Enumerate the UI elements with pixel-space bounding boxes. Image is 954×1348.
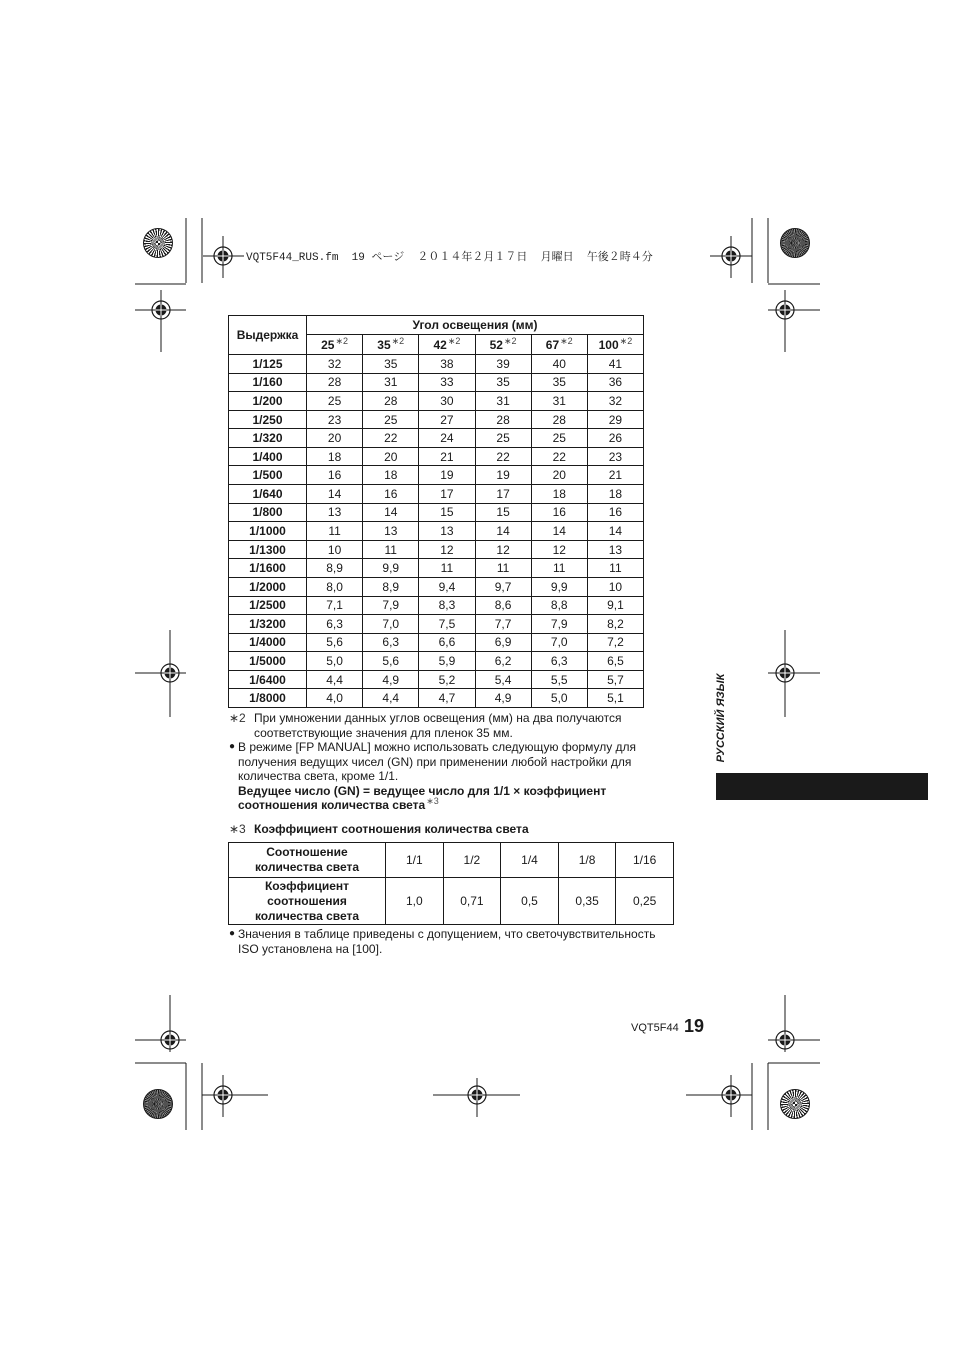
color-registration-star (780, 228, 810, 258)
guide-number-cell: 18 (532, 485, 587, 503)
guide-number-cell: 5,6 (307, 634, 362, 652)
registration-mark (135, 995, 186, 1052)
registration-mark (768, 995, 820, 1052)
guide-number-cell: 12 (476, 541, 531, 559)
guide-number-cell: 29 (588, 411, 643, 429)
guide-number-cell: 9,4 (419, 578, 474, 596)
guide-number-cell: 35 (363, 355, 418, 373)
guide-number-cell: 22 (476, 448, 531, 466)
guide-number-cell: 23 (588, 448, 643, 466)
footnote-ref: ∗2 (391, 335, 405, 346)
guide-number-cell: 36 (588, 374, 643, 392)
guide-number-cell: 6,9 (476, 634, 531, 652)
shutter-speed-cell: 1/1600 (229, 559, 306, 577)
illumination-angle-header: Угол освещения (мм) (307, 316, 643, 334)
guide-number-cell: 14 (476, 522, 531, 540)
guide-number-cell: 6,3 (532, 652, 587, 670)
text-line: Значения в таблице приведены с допущением, что светочувствительность (238, 927, 656, 941)
color-registration-star (143, 228, 173, 258)
guide-number-cell: 41 (588, 355, 643, 373)
guide-number-cell: 7,9 (363, 597, 418, 615)
footnote-ref: ∗3 (426, 796, 439, 807)
text-line: ISO установлена на [100]. (238, 941, 383, 956)
guide-number-cell: 18 (307, 448, 362, 466)
guide-number-cell: 5,1 (588, 689, 643, 707)
guide-number-cell: 5,7 (588, 671, 643, 689)
guide-number-cell: 10 (307, 541, 362, 559)
registration-mark (202, 1075, 268, 1117)
coefficient-cell: 0,35 (559, 878, 616, 924)
guide-number-cell: 4,4 (307, 671, 362, 689)
shutter-speed-cell: 1/500 (229, 466, 306, 484)
ratio-row-header (229, 843, 385, 877)
shutter-speed-cell: 1/8000 (229, 689, 306, 707)
guide-number-cell: 11 (419, 559, 474, 577)
ratio-cell: 1/8 (559, 843, 616, 877)
guide-number-cell: 4,9 (476, 689, 531, 707)
guide-number-cell: 4,4 (363, 689, 418, 707)
guide-number-cell: 5,0 (532, 689, 587, 707)
guide-number-cell: 19 (476, 466, 531, 484)
guide-number-table (228, 315, 644, 708)
guide-number-cell: 9,9 (532, 578, 587, 596)
shutter-speed-cell: 1/320 (229, 429, 306, 447)
guide-number-cell: 5,2 (419, 671, 474, 689)
guide-number-cell: 16 (532, 504, 587, 522)
angle-column-header (419, 335, 474, 354)
guide-number-cell: 9,9 (363, 559, 418, 577)
guide-number-cell: 8,0 (307, 578, 362, 596)
registration-mark (710, 236, 752, 278)
registration-mark (768, 290, 820, 352)
guide-number-cell: 14 (588, 522, 643, 540)
guide-number-cell: 23 (307, 411, 362, 429)
guide-number-cell: 27 (419, 411, 474, 429)
guide-number-cell: 5,9 (419, 652, 474, 670)
guide-number-cell: 30 (419, 392, 474, 410)
header-line: соотношения (267, 893, 347, 908)
text-line: В режиме [FP MANUAL] можно использовать следующую формулу для (238, 740, 637, 754)
guide-number-cell: 7,0 (532, 634, 587, 652)
guide-number-cell: 7,7 (476, 615, 531, 633)
guide-number-cell: 28 (532, 411, 587, 429)
guide-number-cell: 4,0 (307, 689, 362, 707)
angle-value: 25 (321, 337, 335, 352)
shutter-speed-cell: 1/125 (229, 355, 306, 373)
guide-number-cell: 9,1 (588, 597, 643, 615)
guide-number-cell: 25 (363, 411, 418, 429)
shutter-speed-cell: 1/640 (229, 485, 306, 503)
guide-number-cell: 16 (307, 466, 362, 484)
formula-line (238, 798, 636, 813)
coefficient-cell: 0,25 (616, 878, 673, 924)
guide-number-cell: 35 (532, 374, 587, 392)
guide-number-cell: 25 (476, 429, 531, 447)
guide-number-cell: 13 (588, 541, 643, 559)
header-line: Коэффициент (264, 878, 350, 893)
registration-mark (135, 290, 186, 352)
formula-text: соотношения количества света (238, 798, 426, 813)
registration-mark (433, 1078, 520, 1117)
angle-value: 67 (545, 337, 560, 352)
guide-number-cell: 21 (419, 448, 474, 466)
footnote-marker: ∗3 (229, 822, 246, 836)
shutter-speed-cell: 1/4000 (229, 634, 306, 652)
angle-column-header (532, 335, 587, 354)
coefficient-row-header (229, 878, 385, 924)
bullet-icon: ● (229, 741, 236, 752)
bullet-icon: ● (229, 928, 236, 939)
light-ratio-table (228, 842, 674, 925)
coefficient-cell: 0,71 (444, 878, 501, 924)
guide-number-cell: 6,6 (419, 634, 474, 652)
guide-number-cell: 5,6 (363, 652, 418, 670)
guide-number-cell: 7,2 (588, 634, 643, 652)
shutter-speed-cell: 1/1300 (229, 541, 306, 559)
print-file-info: VQT5F44_RUS.fm 19 ページ ２０１４年２月１７日 月曜日 午後２時４分 (246, 252, 653, 264)
guide-number-cell: 17 (419, 485, 474, 503)
guide-number-cell: 11 (307, 522, 362, 540)
text-line: При умножении данных углов освещения (мм) на два получаются (254, 711, 622, 725)
guide-number-cell: 13 (307, 504, 362, 522)
guide-number-cell: 26 (588, 429, 643, 447)
shutter-speed-cell: 1/2000 (229, 578, 306, 596)
guide-number-cell: 31 (532, 392, 587, 410)
guide-number-cell: 33 (419, 374, 474, 392)
ratio-cell: 1/1 (386, 843, 443, 877)
ratio-cell: 1/4 (501, 843, 558, 877)
shutter-speed-cell: 1/250 (229, 411, 306, 429)
guide-number-cell: 5,4 (476, 671, 531, 689)
guide-number-cell: 21 (588, 466, 643, 484)
footnote-ref: ∗2 (619, 335, 633, 346)
guide-number-cell: 13 (419, 522, 474, 540)
guide-number-cell: 17 (476, 485, 531, 503)
fp-manual-note (238, 740, 636, 813)
registration-mark (686, 1075, 752, 1117)
guide-number-cell: 11 (363, 541, 418, 559)
guide-number-cell: 7,1 (307, 597, 362, 615)
shutter-speed-cell: 1/2500 (229, 597, 306, 615)
guide-number-cell: 5,5 (532, 671, 587, 689)
guide-number-cell: 9,7 (476, 578, 531, 596)
guide-number-cell: 13 (363, 522, 418, 540)
guide-number-cell: 14 (363, 504, 418, 522)
guide-number-cell: 18 (588, 485, 643, 503)
footnote-ref: ∗2 (335, 335, 349, 346)
guide-number-cell: 11 (532, 559, 587, 577)
guide-number-cell: 38 (419, 355, 474, 373)
angle-value: 35 (377, 337, 391, 352)
footnote-ref: ∗2 (447, 335, 461, 346)
guide-number-cell: 6,2 (476, 652, 531, 670)
model-code: VQT5F44 (631, 1022, 679, 1034)
header-line: количества света (254, 860, 360, 874)
guide-number-cell: 20 (307, 429, 362, 447)
guide-number-cell: 6,3 (307, 615, 362, 633)
header-line: количества света (254, 908, 360, 923)
guide-number-cell: 14 (532, 522, 587, 540)
guide-number-cell: 10 (588, 578, 643, 596)
guide-number-cell: 19 (419, 466, 474, 484)
guide-number-cell: 15 (476, 504, 531, 522)
coefficient-cell: 1,0 (386, 878, 443, 924)
guide-number-cell: 22 (363, 429, 418, 447)
guide-number-cell: 24 (419, 429, 474, 447)
guide-number-cell: 32 (307, 355, 362, 373)
color-registration-star (780, 1089, 810, 1119)
guide-number-cell: 28 (476, 411, 531, 429)
guide-number-cell: 8,9 (307, 559, 362, 577)
shutter-speed-cell: 1/800 (229, 504, 306, 522)
guide-number-cell: 39 (476, 355, 531, 373)
guide-number-cell: 4,7 (419, 689, 474, 707)
guide-number-cell: 8,3 (419, 597, 474, 615)
guide-number-cell: 11 (476, 559, 531, 577)
guide-number-cell: 16 (588, 504, 643, 522)
ratio-cell: 1/2 (444, 843, 501, 877)
header-line: Соотношение (266, 845, 348, 859)
footnote-2-text (254, 711, 622, 740)
guide-number-cell: 7,0 (363, 615, 418, 633)
shutter-speed-cell: 1/160 (229, 374, 306, 392)
angle-column-header (307, 335, 362, 354)
angle-value: 52 (489, 337, 503, 352)
page-number: 19 (684, 1016, 705, 1036)
language-tab-bar (716, 773, 928, 800)
guide-number-cell: 28 (307, 374, 362, 392)
shutter-speed-cell: 1/1000 (229, 522, 306, 540)
text-line: соответствующие значения для пленок 35 мм. (254, 725, 513, 740)
guide-number-cell: 31 (363, 374, 418, 392)
guide-number-cell: 20 (532, 466, 587, 484)
language-tab-label: РУССКИЙ ЯЗЫК (715, 673, 727, 763)
guide-number-cell: 6,5 (588, 652, 643, 670)
guide-number-cell: 31 (476, 392, 531, 410)
coefficient-cell: 0,5 (501, 878, 558, 924)
angle-value: 42 (433, 337, 447, 352)
guide-number-cell: 28 (363, 392, 418, 410)
guide-number-cell: 18 (363, 466, 418, 484)
guide-number-cell: 35 (476, 374, 531, 392)
formula-line: Ведущее число (GN) = ведущее число для 1/1 × коэффициент (238, 783, 607, 798)
guide-number-cell: 7,9 (532, 615, 587, 633)
text-line: количества света, кроме 1/1. (238, 769, 399, 784)
registration-mark (768, 630, 820, 717)
guide-number-cell: 16 (363, 485, 418, 503)
guide-number-cell: 25 (532, 429, 587, 447)
registration-mark (203, 236, 244, 278)
guide-number-cell: 12 (419, 541, 474, 559)
guide-number-cell: 12 (532, 541, 587, 559)
guide-number-cell: 5,0 (307, 652, 362, 670)
guide-number-cell: 14 (307, 485, 362, 503)
shutter-speed-cell: 1/6400 (229, 671, 306, 689)
angle-column-header (476, 335, 531, 354)
guide-number-cell: 40 (532, 355, 587, 373)
guide-number-cell: 25 (307, 392, 362, 410)
guide-number-cell: 8,6 (476, 597, 531, 615)
guide-number-cell: 20 (363, 448, 418, 466)
shutter-speed-cell: 1/5000 (229, 652, 306, 670)
guide-number-cell: 11 (588, 559, 643, 577)
guide-number-cell: 8,2 (588, 615, 643, 633)
shutter-speed-cell: 1/3200 (229, 615, 306, 633)
iso-note (238, 927, 655, 956)
color-registration-star (143, 1089, 173, 1119)
guide-number-cell: 6,3 (363, 634, 418, 652)
shutter-speed-cell: 1/200 (229, 392, 306, 410)
guide-number-cell: 22 (532, 448, 587, 466)
guide-number-cell: 32 (588, 392, 643, 410)
angle-column-header (363, 335, 418, 354)
guide-number-cell: 15 (419, 504, 474, 522)
angle-column-header (588, 335, 643, 354)
guide-number-cell: 7,5 (419, 615, 474, 633)
footnote-3-title: Коэффициент соотношения количества света (254, 822, 529, 836)
guide-number-cell: 4,9 (363, 671, 418, 689)
guide-number-cell: 8,8 (532, 597, 587, 615)
footnote-marker: ∗2 (229, 711, 246, 725)
shutter-speed-cell: 1/400 (229, 448, 306, 466)
registration-mark (135, 630, 186, 717)
footnote-ref: ∗2 (560, 335, 573, 346)
footnote-ref: ∗2 (503, 335, 517, 346)
shutter-speed-header: Выдержка (229, 316, 306, 354)
ratio-cell: 1/16 (616, 843, 673, 877)
text-line: получения ведущих чисел (GN) при применении любой настройки для (238, 754, 632, 769)
angle-value: 100 (598, 337, 619, 352)
guide-number-cell: 8,9 (363, 578, 418, 596)
